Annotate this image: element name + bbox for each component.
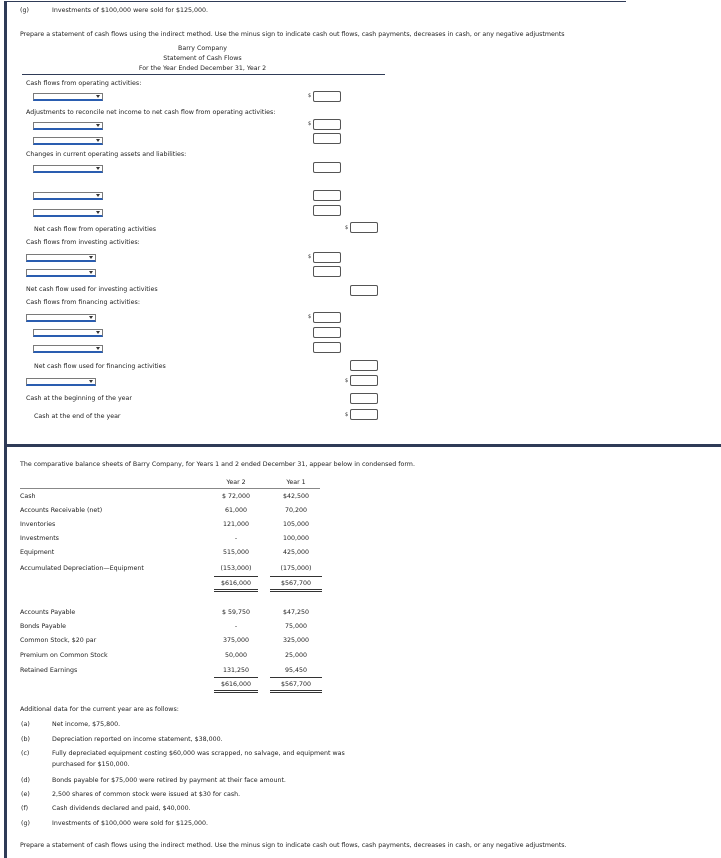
operating-select-1[interactable] <box>33 93 103 101</box>
table-row-label: Investments <box>20 535 59 542</box>
table-cell-year1: 105,000 <box>282 521 310 528</box>
chevron-down-icon <box>89 271 93 274</box>
table-cell-year2: 515,000 <box>222 549 250 556</box>
table-cell-year2: 131,250 <box>222 667 250 674</box>
statement-title: Statement of Cash Flows <box>163 55 242 62</box>
list-item-letter: (a) <box>21 721 30 728</box>
net-operating-label: Net cash flow from operating activities <box>34 226 157 233</box>
list-item-text: Depreciation reported on income statement, $38,000. <box>52 736 223 743</box>
top-panel-bottom-border <box>4 444 721 447</box>
list-item-letter: (c) <box>21 750 30 757</box>
list-item-letter: (b) <box>21 736 30 743</box>
table-cell-year1: 325,000 <box>282 637 310 644</box>
list-item-text-continued: purchased for $150,000. <box>52 761 130 768</box>
balance-header-rule <box>20 488 320 489</box>
adjustment-input-2[interactable] <box>313 133 341 144</box>
chevron-down-icon <box>96 124 100 127</box>
balance-intro: The comparative balance sheets of Barry Company, for Years 1 and 2 ended December 31, appear below in condensed form. <box>20 461 415 468</box>
list-item-text: Fully depreciated equipment costing $60,000 was scrapped, no salvage, and equipment was <box>52 750 345 757</box>
changes-input-3[interactable] <box>313 205 341 216</box>
list-item-text: Cash dividends declared and paid, $40,000. <box>52 805 191 812</box>
top-panel-left-border <box>4 1 7 446</box>
table-cell-year2: - <box>234 535 238 542</box>
net-change-select[interactable] <box>26 378 96 386</box>
chevron-down-icon <box>96 95 100 98</box>
operating-header: Cash flows from operating activities: <box>26 80 142 87</box>
table-row-label: Accumulated Depreciation—Equipment <box>20 565 144 572</box>
changes-select-2[interactable] <box>33 192 103 200</box>
dollar-sign: $ <box>308 93 312 99</box>
dollar-sign: $ <box>308 254 312 260</box>
assets-total-year1: $567,700 <box>270 576 322 592</box>
table-cell-year2: 50,000 <box>224 652 248 659</box>
instructions: Prepare a statement of cash flows using the indirect method. Use the minus sign to indicate cash out flows, cash payments, decreases in cash, or any negative adjustments <box>20 31 565 38</box>
top-rule <box>4 1 626 2</box>
cash-end-label: Cash at the end of the year <box>34 413 121 420</box>
changes-input-1[interactable] <box>313 162 341 173</box>
financing-input-3[interactable] <box>313 342 341 353</box>
dollar-sign: $ <box>308 121 312 127</box>
bottom-instructions: Prepare a statement of cash flows using the indirect method. Use the minus sign to indicate cash out flows, cash payments, decreases in cash, or any negative adjustments. <box>20 842 567 849</box>
investing-header: Cash flows from investing activities: <box>26 239 140 246</box>
chevron-down-icon <box>89 316 93 319</box>
changes-header: Changes in current operating assets and liabilities: <box>26 151 187 158</box>
chevron-down-icon <box>96 347 100 350</box>
table-row-label: Cash <box>20 493 36 500</box>
chevron-down-icon <box>96 331 100 334</box>
net-investing-label: Net cash flow used for investing activities <box>26 286 158 293</box>
liabilities-total-year2: $616,000 <box>214 677 258 693</box>
table-cell-year1: 95,450 <box>284 667 308 674</box>
adjustment-select-2[interactable] <box>33 137 103 145</box>
table-row-label: Accounts Receivable (net) <box>20 507 103 514</box>
table-cell-year1: 70,200 <box>284 507 308 514</box>
list-item-letter: (d) <box>21 777 30 784</box>
cash-end-input[interactable] <box>350 409 378 420</box>
list-item-letter: (g) <box>21 820 30 827</box>
list-item-text: Net income, $75,800. <box>52 721 121 728</box>
financing-input-2[interactable] <box>313 327 341 338</box>
dollar-sign: $ <box>308 314 312 320</box>
table-cell-year1: 100,000 <box>282 535 310 542</box>
list-item-text: 2,500 shares of common stock were issued at $30 for cash. <box>52 791 241 798</box>
liabilities-total-year1: $567,700 <box>270 677 322 693</box>
top-item-text: Investments of $100,000 were sold for $125,000. <box>52 7 209 14</box>
dollar-sign: $ <box>345 412 349 418</box>
table-cell-year1: 25,000 <box>284 652 308 659</box>
dollar-sign: $ <box>345 378 349 384</box>
net-financing-label: Net cash flow used for financing activities <box>34 363 166 370</box>
table-row-label: Accounts Payable <box>20 609 76 616</box>
list-item-letter: (f) <box>21 805 29 812</box>
table-cell-year1: (175,000) <box>280 565 312 572</box>
company-name: Barry Company <box>178 45 227 52</box>
table-cell-year2: $ 59,750 <box>221 609 251 616</box>
top-item-letter: (g) <box>20 7 29 14</box>
cash-beginning-label: Cash at the beginning of the year <box>26 395 132 402</box>
cash-beginning-input[interactable] <box>350 393 378 404</box>
list-item-text: Investments of $100,000 were sold for $125,000. <box>52 820 209 827</box>
table-row-label: Retained Earnings <box>20 667 78 674</box>
financing-header: Cash flows from financing activities: <box>26 299 140 306</box>
adjustment-select-1[interactable] <box>33 122 103 130</box>
chevron-down-icon <box>96 211 100 214</box>
table-row-label: Premium on Common Stock <box>20 652 108 659</box>
adjustments-header: Adjustments to reconcile net income to net cash flow from operating activities: <box>26 109 276 116</box>
table-cell-year2: 375,000 <box>222 637 250 644</box>
table-cell-year1: $42,500 <box>282 493 310 500</box>
chevron-down-icon <box>96 194 100 197</box>
bottom-panel-left-border <box>4 447 7 858</box>
statement-period: For the Year Ended December 31, Year 2 <box>138 65 267 72</box>
table-cell-year2: - <box>234 623 238 630</box>
changes-select-3[interactable] <box>33 209 103 217</box>
chevron-down-icon <box>89 380 93 383</box>
net-operating-input[interactable] <box>350 222 378 233</box>
statement-header-rule <box>22 74 385 75</box>
chevron-down-icon <box>96 167 100 170</box>
table-cell-year2: 61,000 <box>224 507 248 514</box>
table-row-label: Common Stock, $20 par <box>20 637 97 644</box>
table-cell-year2: (153,000) <box>220 565 252 572</box>
net-investing-input[interactable] <box>350 285 378 296</box>
table-cell-year2: $ 72,000 <box>221 493 251 500</box>
table-row-label: Equipment <box>20 549 55 556</box>
financing-select-2[interactable] <box>33 329 103 337</box>
changes-select-1[interactable] <box>33 165 103 173</box>
assets-total-year2: $616,000 <box>214 576 258 592</box>
col-year1-header: Year 1 <box>286 479 306 486</box>
investing-select-2[interactable] <box>26 269 96 277</box>
dollar-sign: $ <box>345 225 349 231</box>
list-item-text: Bonds payable for $75,000 were retired by payment at their face amount. <box>52 777 286 784</box>
table-cell-year1: 75,000 <box>284 623 308 630</box>
table-cell-year2: 121,000 <box>222 521 250 528</box>
list-item-letter: (e) <box>21 791 30 798</box>
changes-input-2[interactable] <box>313 190 341 201</box>
financing-select-3[interactable] <box>33 345 103 353</box>
col-year2-header: Year 2 <box>226 479 246 486</box>
adjustment-input-1[interactable] <box>313 119 341 130</box>
table-row-label: Inventories <box>20 521 56 528</box>
investing-input-1[interactable] <box>313 252 341 263</box>
net-financing-input[interactable] <box>350 360 378 371</box>
net-change-input[interactable] <box>350 375 378 386</box>
investing-select-1[interactable] <box>26 254 96 262</box>
chevron-down-icon <box>89 256 93 259</box>
table-cell-year1: 425,000 <box>282 549 310 556</box>
net-income-input[interactable] <box>313 91 341 102</box>
financing-select-1[interactable] <box>26 314 96 322</box>
table-cell-year1: $47,250 <box>282 609 310 616</box>
investing-input-2[interactable] <box>313 266 341 277</box>
chevron-down-icon <box>96 139 100 142</box>
financing-input-1[interactable] <box>313 312 341 323</box>
table-row-label: Bonds Payable <box>20 623 67 630</box>
additional-header: Additional data for the current year are as follows: <box>20 706 179 713</box>
